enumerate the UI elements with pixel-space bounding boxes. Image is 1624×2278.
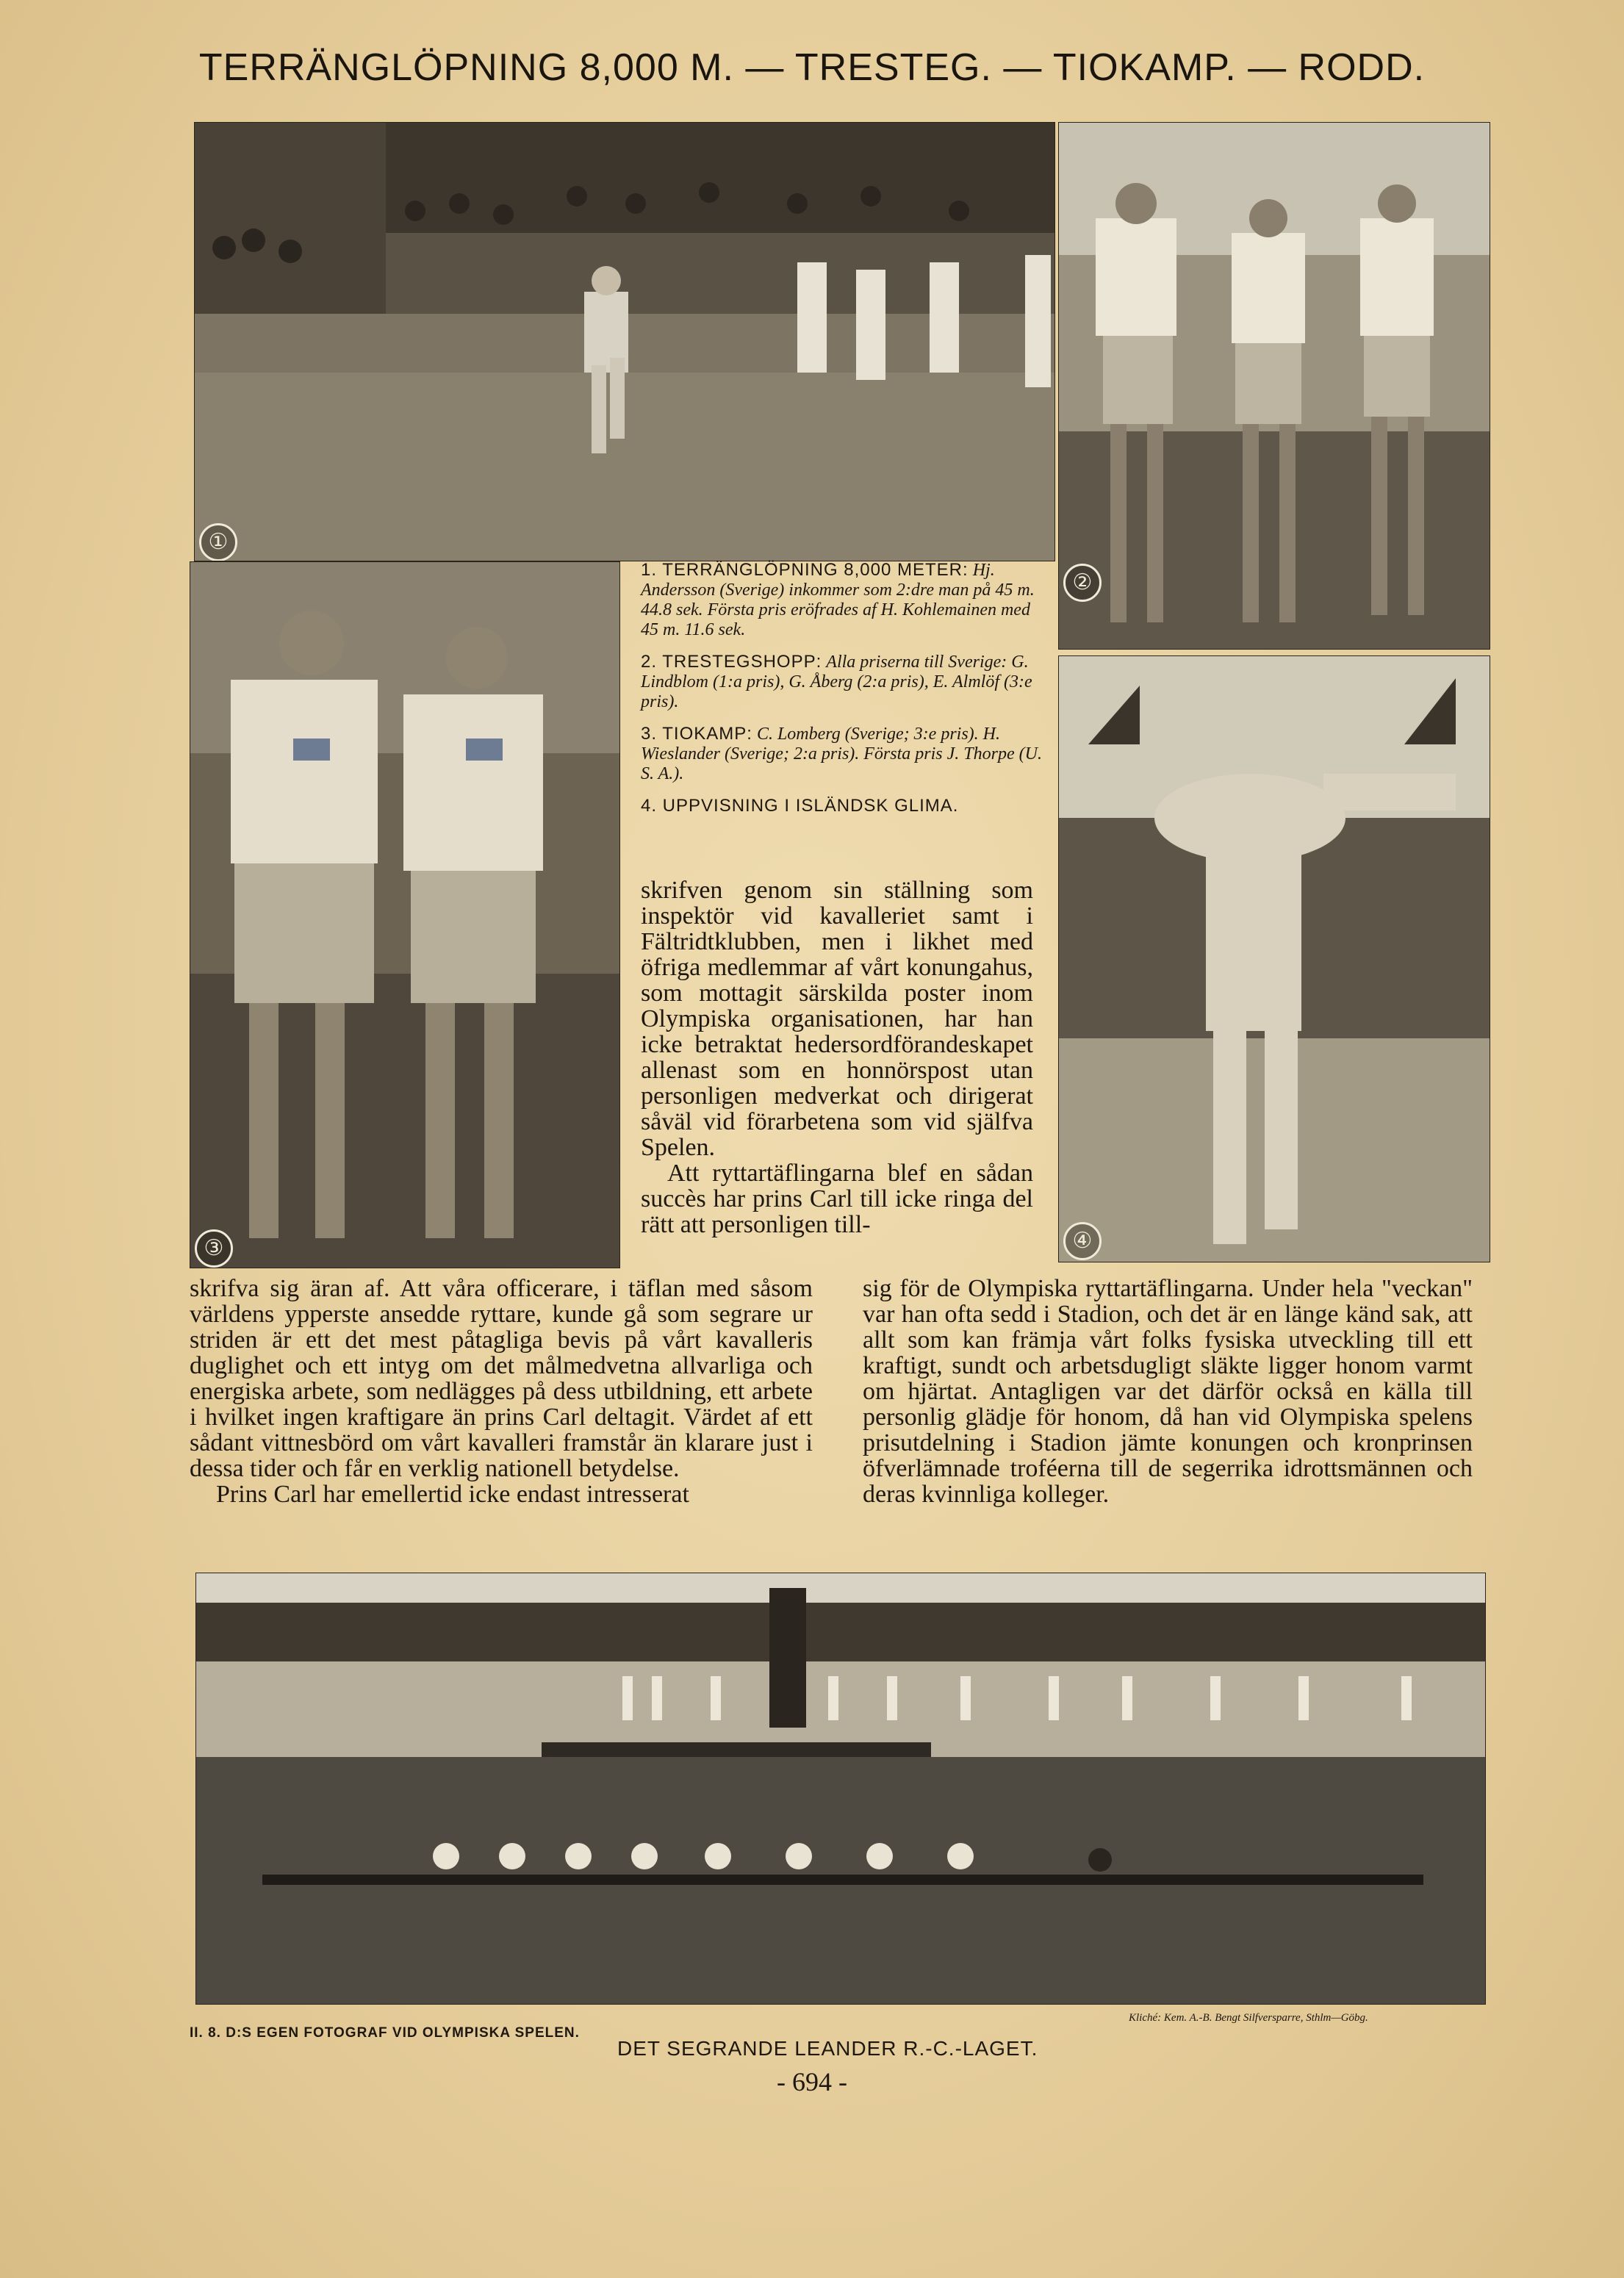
caption-1-heading: 1. TERRÄNGLÖPNING 8,000 METER: (641, 560, 969, 580)
article-middle-paragraph-2: Att ryttartäflingarna blef en sådan succès har prins Carl till icke ringa del rätt att personligen till- (641, 1160, 1033, 1238)
caption-2-text: Alla priserna till Sverige: G. Lindblom (1:a pris), G. Åberg (2:a pris), E. Almlöf (3:e pris). (641, 653, 1032, 711)
photo-number-4: ④ (1063, 1222, 1102, 1260)
photo-decathlon-athletes (190, 561, 620, 1268)
page-number: - 694 - (777, 2067, 847, 2096)
rowing-caption: DET SEGRANDE LEANDER R.-C.-LAGET. (617, 2037, 1038, 2060)
photographer-credit: II. 8. D:S EGEN FOTOGRAF VID OLYMPISKA SPELEN. (190, 2025, 580, 2041)
caption-2 (641, 652, 1045, 712)
cliche-credit: Kliché: Kem. A.-B. Bengt Silfversparre, Sthlm—Göbg. (1129, 2012, 1368, 2024)
photo-number-1: ① (199, 523, 237, 561)
photo-captions (641, 560, 1045, 828)
caption-1 (641, 560, 1045, 640)
caption-4-heading: 4. UPPVISNING I ISLÄNDSK GLIMA. (641, 796, 959, 816)
caption-4 (641, 796, 1045, 816)
photo-cross-country-runner (194, 122, 1055, 561)
article-left-paragraph: skrifva sig äran af. Att våra officerare, i täflan med såsom världens ypperste ansedde ryttare, kunde gå som segrare ur striden är ett det mest påtagliga bevis på vårt kavalleris duglighet och ett intyg om det målmedvetna allvarliga och energiska arbete, som nedlägges på dess utbildning, ett arbete i hvilket ingen kraftigare än prins Carl deltagit. Värdet af ett sådant vittnesbörd om vårt kavalleri framstår än klarare just i dessa tider och får en verklig nationell betydelse. (190, 1275, 813, 1482)
article-right-paragraph: sig för de Olympiska ryttartäflingarna. Under hela "veckan" var han ofta sedd i Stadion, och det är en länge känd sak, att allt som kan främja vårt folks fysiska utveckling till ett kraftigt, sundt och arbetsdugligt släkte ligger honom varmt om hjärtat. Antagligen var det därför också en källa till personlig glädje för honom, då han vid Olympiska spelens prisutdelning i Stadion jämte konungen och kronprinsen öfverlämnade troféerna till de segerrika idrottsmännen och deras kvinnliga kolleger. (863, 1275, 1473, 1508)
photo-glima-wrestling (1058, 655, 1490, 1262)
page-header: TERRÄNGLÖPNING 8,000 M. — TRESTEG. — TIOKAMP. — RODD. (198, 46, 1426, 89)
caption-1-text: Hj. Andersson (Sverige) inkommer som 2:dre man på 45 m. 44.8 sek. Första pris eröfrades af H. Kohlemainen med 45 m. 11.6 sek. (641, 561, 1035, 639)
caption-3-text: C. Lomberg (Sverige; 3:e pris). H. Wieslander (Sverige; 2:a pris). Första pris J. Thorpe (U. S. A.). (641, 725, 1042, 783)
article-middle-column (641, 877, 1033, 1237)
article-left-column (190, 1276, 813, 1507)
photo-triple-jump-winners (1058, 122, 1490, 650)
caption-3 (641, 724, 1045, 784)
article-left-paragraph-2: Prins Carl har emellertid icke endast intresserat (216, 1481, 689, 1508)
caption-2-heading: 2. TRESTEGSHOPP: (641, 652, 822, 672)
photo-number-3: ③ (195, 1229, 233, 1268)
caption-3-heading: 3. TIOKAMP: (641, 724, 752, 744)
photo-leander-rowing-crew (195, 1573, 1486, 2005)
article-right-column (863, 1276, 1473, 1507)
photo-number-2: ② (1063, 564, 1102, 602)
article-middle-paragraph: skrifven genom sin ställning som inspektör vid kavalleriet samt i Fältridtklubben, men i likhet med öfriga medlemmar af vårt konungahus, som mottagit särskilda poster inom Olympiska organisationen, har han icke betraktat hedersordförandeskapet allenast som en honnörspost utan personligen medverkat och dirigerat såväl vid förarbetena som vid själfva Spelen. (641, 877, 1033, 1161)
